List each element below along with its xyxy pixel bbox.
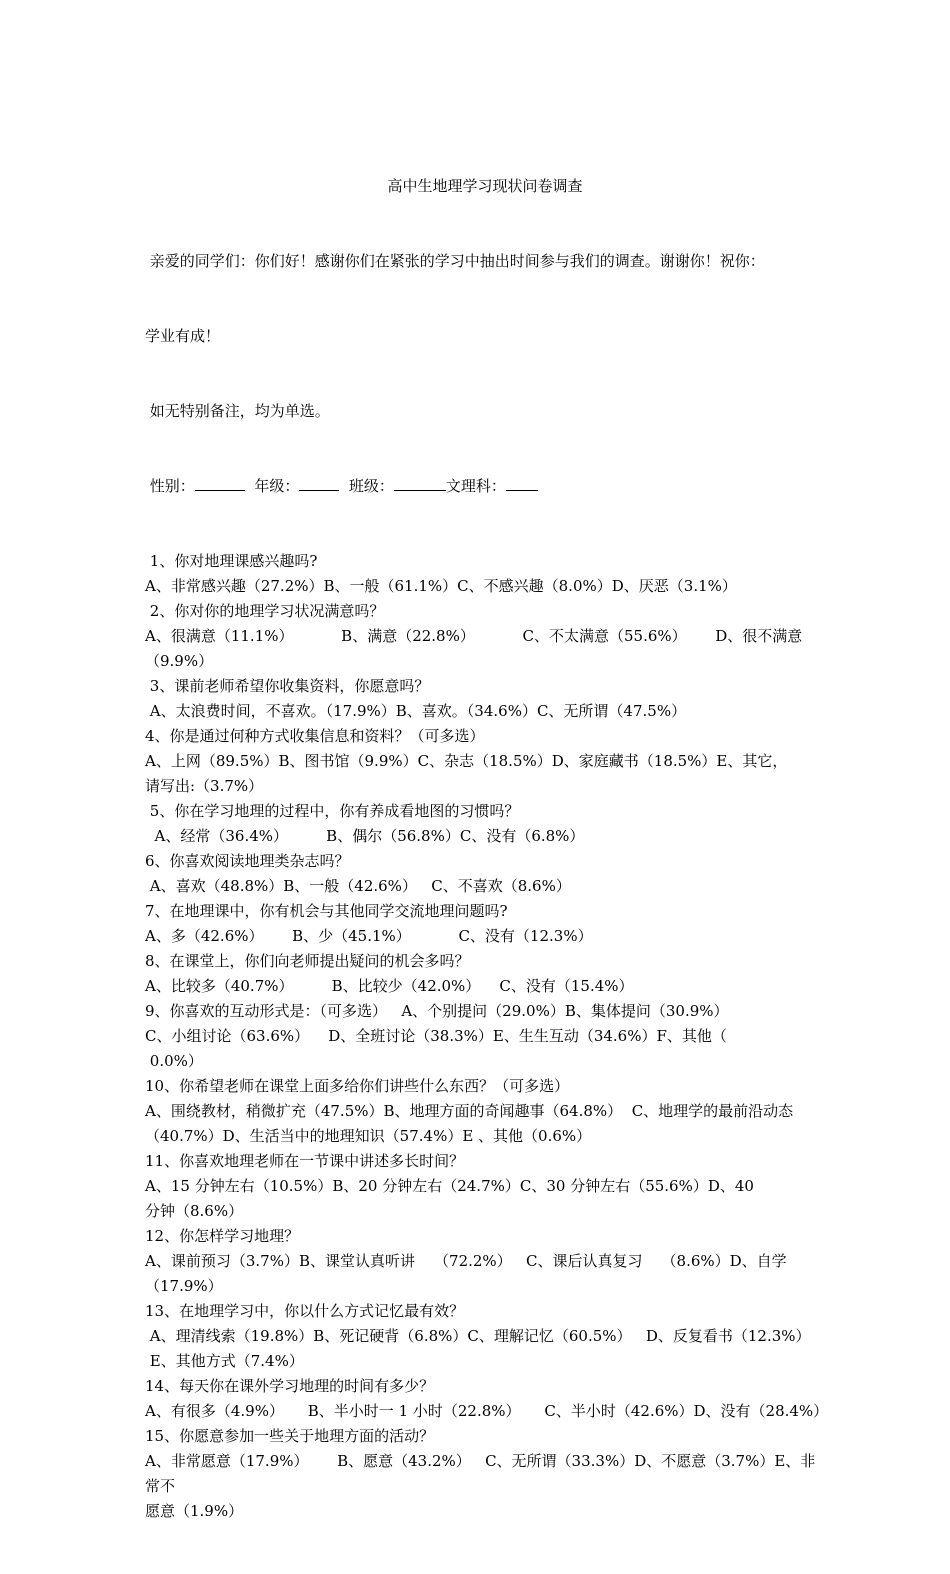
question-text-line: 3、课前老师希望你收集资料，你愿意吗？ — [145, 677, 430, 695]
question-text-line: A、很满意（11.1%） B、满意（22.8%） C、不太满意（55.6%） D、很不满意 — [145, 627, 803, 645]
question-text-line: A、多（42.6%） B、少（45.1%） C、没有（12.3%） — [145, 927, 593, 945]
class-label: 班级： — [339, 477, 394, 495]
question-text-line: 2、你对你的地理学习状况满意吗？ — [145, 602, 385, 620]
question-text-line: A、比较多（40.7%） B、比较少（42.0%） C、没有（15.4%） — [145, 977, 634, 995]
question-text-line: 分钟（8.6%） — [145, 1202, 244, 1220]
question-text-line: 1、你对地理课感兴趣吗? — [145, 552, 318, 570]
question-text-line: （40.7%）D、生活当中的地理知识（57.4%）E 、其他（0.6%） — [145, 1127, 592, 1145]
grade-label: 年级： — [244, 477, 300, 495]
class-blank — [394, 476, 446, 491]
question-text-line: 14、每天你在课外学习地理的时间有多少？ — [145, 1377, 435, 1395]
question-text-line: 5、你在学习地理的过程中，你有养成看地图的习惯吗？ — [145, 802, 520, 820]
question-text-line: A、理清线索（19.8%）B、死记硬背（6.8%）C、理解记忆（60.5%） D、反复看书（12.3%） — [145, 1327, 811, 1345]
question-text-line: 12、你怎样学习地理？ — [145, 1227, 300, 1245]
question-text-line: 请写出:（3.7%） — [145, 777, 264, 795]
question-text-line: 13、在地理学习中，你以什么方式记忆最有效？ — [145, 1302, 465, 1320]
question-text-line: 7、在地理课中，你有机会与其他同学交流地理问题吗? — [145, 902, 508, 920]
question-text-line: A、有很多（4.9%） B、半小时一 1 小时（22.8%） C、半小时（42.6%）D、没有（28.4%） — [145, 1402, 829, 1420]
question-text-line: A、经常（36.4%） B、偶尔（56.8%）C、没有（6.8%） — [145, 827, 585, 845]
question-text-line: A、围绕教材，稍微扩充（47.5%）B、地理方面的奇闻趣事（64.8%） C、地理学的最前沿动态 — [145, 1102, 794, 1120]
question-text-line: （9.9%） — [145, 652, 214, 670]
question-text-line: 愿意（1.9%） — [145, 1502, 244, 1520]
question-text-line: A、太浪费时间，不喜欢。（17.9%）B、喜欢。（34.6%）C、无所谓（47.5%） — [145, 702, 687, 720]
question-text-line: E、其他方式（7.4%） — [145, 1352, 304, 1370]
question-text-line: A、课前预习（3.7%）B、课堂认真听讲 （72.2%） C、课后认真复习 （8.6%）D、自学 — [145, 1252, 787, 1270]
question-text-line: 0.0%） — [145, 1052, 203, 1070]
gender-blank — [195, 476, 245, 491]
question-text-line: A、非常愿意（17.9%） B、愿意（43.2%） C、无所谓（33.3%）D、不愿意（3.7%）E、非常不 — [145, 1452, 816, 1495]
question-text-line: 4、你是通过何种方式收集信息和资料？（可多选） — [145, 727, 485, 745]
info-fields-row — [145, 474, 825, 499]
grade-blank — [299, 476, 339, 491]
question-text-line: 15、你愿意参加一些关于地理方面的活动？ — [145, 1427, 435, 1445]
question-text-line: 9、你喜欢的互动形式是：（可多选） A、个别提问（29.0%）B、集体提问（30.9%） — [145, 1002, 729, 1020]
question-text-line: A、喜欢（48.8%）B、一般（42.6%） C、不喜欢（8.6%） — [145, 877, 571, 895]
question-text-line: C、小组讨论（63.6%） D、全班讨论（38.3%）E、生生互动（34.6%）F、其他（ — [145, 1027, 727, 1045]
question-list — [145, 549, 829, 1524]
question-text-line: A、非常感兴趣（27.2%）B、一般（61.1%）C、不感兴趣（8.0%）D、厌恶（3.1%） — [145, 577, 737, 595]
question-text-line: A、上网（89.5%）B、图书馆（9.9%）C、杂志（18.5%）D、家庭藏书（18.5%）E、其它， — [145, 752, 788, 770]
question-text-line: （17.9%） — [145, 1277, 223, 1295]
question-text-line: 11、你喜欢地理老师在一节课中讲述多长时间？ — [145, 1152, 465, 1170]
question-text-line: 6、你喜欢阅读地理类杂志吗？ — [145, 852, 350, 870]
page-title: 高中生地理学习现状问卷调查 — [387, 177, 583, 195]
question-text-line: 10、你希望老师在课堂上面多给你们讲些什么东西？（可多选） — [145, 1077, 570, 1095]
intro-line: 亲爱的同学们：你们好！感谢你们在紧张的学习中抽出时间参与我们的调查。谢谢你！祝你： — [145, 252, 765, 270]
question-text-line: 8、在课堂上，你们向老师提出疑问的机会多吗？ — [145, 952, 470, 970]
track-blank — [506, 476, 538, 491]
gender-label: 性别： — [145, 477, 195, 495]
track-label: 文理科： — [445, 477, 506, 495]
question-text-line: A、15 分钟左右（10.5%）B、20 分钟左右（24.7%）C、30 分钟左右（55.6%）D、40 — [145, 1177, 754, 1195]
instruction-note: 如无特别备注，均为单选。 — [145, 402, 330, 420]
document-body — [145, 124, 829, 1574]
intro-line: 学业有成！ — [145, 327, 221, 345]
